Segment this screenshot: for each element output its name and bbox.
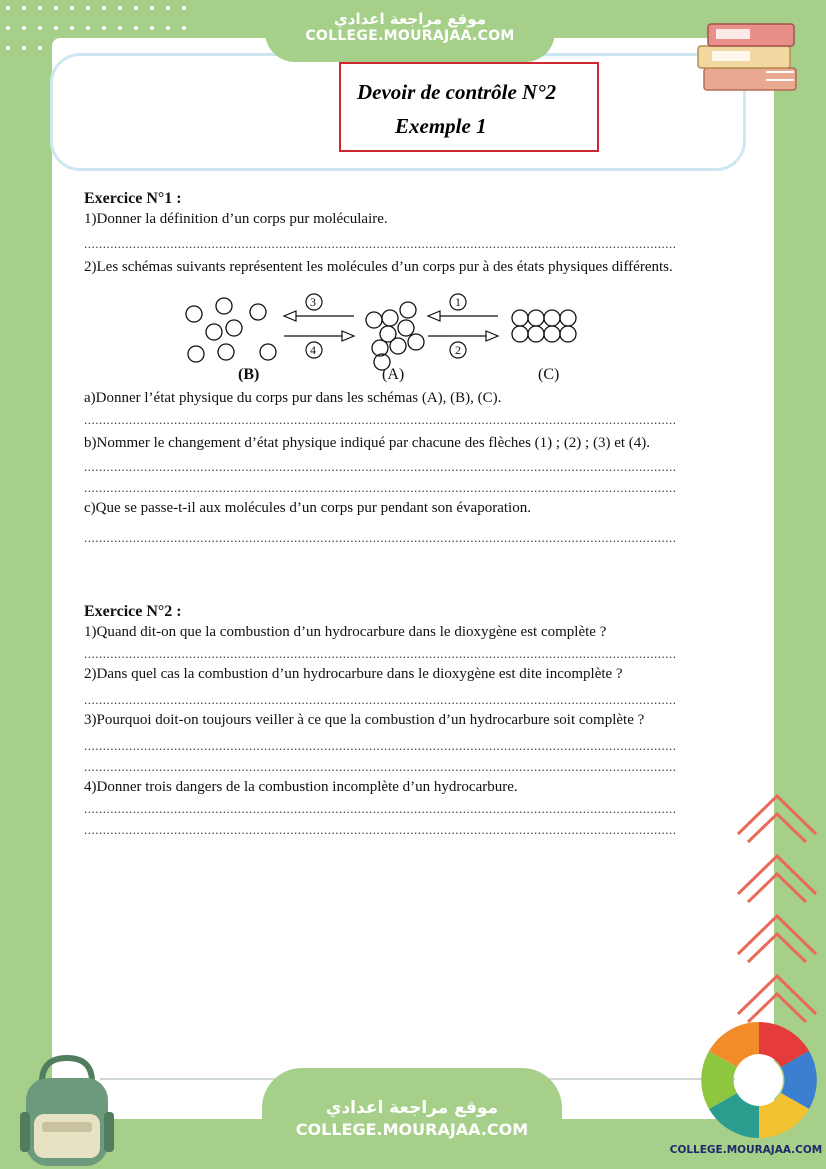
exercise1-heading: Exercice N°1 : <box>84 190 182 207</box>
exercise2-heading: Exercice N°2 : <box>84 603 182 620</box>
exam-title-box <box>339 62 599 152</box>
backpack-icon <box>12 1052 122 1169</box>
state-c-label: (C) <box>538 366 560 383</box>
arrow-4-label: 4 <box>310 343 316 357</box>
exercise1-question-b: b)Nommer le changement d’état physique indiqué par chacune des flèches (1) ; (2) ; (3) et (4). <box>84 435 651 451</box>
site-name-arabic-footer: موقع مراجعة اعدادي <box>325 1098 499 1118</box>
chevrons-decoration-icon <box>732 790 822 1040</box>
answer-line: .............................................................................................................................................................. <box>84 236 677 251</box>
answer-line: .............................................................................................................................................................. <box>84 759 677 774</box>
exercise2-question4: 4)Donner trois dangers de la combustion incomplète d’un hydrocarbure. <box>84 779 518 795</box>
answer-line: .............................................................................................................................................................. <box>84 801 677 816</box>
arrow-3-label: 3 <box>310 295 316 309</box>
answer-line: .............................................................................................................................................................. <box>84 738 677 753</box>
exam-subtitle: Exemple 1 <box>395 114 487 138</box>
answer-line: .............................................................................................................................................................. <box>84 646 677 661</box>
logo-text: COLLEGE.MOURAJAA.COM <box>669 1144 823 1156</box>
exercise1-question-c: c)Que se passe-t-il aux molécules d’un corps pur pendant son évaporation. <box>84 500 531 516</box>
site-url-footer[interactable]: COLLEGE.MOURAJAA.COM <box>295 1120 529 1139</box>
arrow-2-label: 2 <box>455 343 461 357</box>
subjects-wheel-logo-icon <box>694 1020 824 1140</box>
answer-line: .............................................................................................................................................................. <box>84 822 677 837</box>
answer-line: .............................................................................................................................................................. <box>84 530 677 545</box>
site-banner-top[interactable] <box>265 6 555 62</box>
site-url[interactable]: COLLEGE.MOURAJAA.COM <box>305 28 515 44</box>
exercise1-question1: 1)Donner la définition d’un corps pur moléculaire. <box>84 211 388 227</box>
site-name-arabic: موقع مراجعة اعدادي <box>334 10 486 28</box>
answer-line: .............................................................................................................................................................. <box>84 412 677 427</box>
exam-content <box>84 188 680 840</box>
exercise1-question-a: a)Donner l’état physique du corps pur dans les schémas (A), (B), (C). <box>84 390 502 406</box>
arrow-1-label: 1 <box>455 295 461 309</box>
exercise2-question2: 2)Dans quel cas la combustion d’un hydrocarbure dans le dioxygène est dite incomplète ? <box>84 666 623 682</box>
exam-title: Devoir de contrôle N°2 <box>357 80 557 104</box>
answer-line: .............................................................................................................................................................. <box>84 480 677 495</box>
books-icon <box>694 10 804 100</box>
state-b-label: (B) <box>238 366 260 383</box>
answer-line: .............................................................................................................................................................. <box>84 459 677 474</box>
site-banner-bottom[interactable] <box>262 1068 562 1169</box>
answer-line: .............................................................................................................................................................. <box>84 692 677 707</box>
exercise2-question3: 3)Pourquoi doit-on toujours veiller à ce que la combustion d’un hydrocarbure soit complète ? <box>84 712 645 728</box>
exercise2-question1: 1)Quand dit-on que la combustion d’un hydrocarbure dans le dioxygène est complète ? <box>84 624 607 640</box>
state-a-label: (A) <box>382 366 405 383</box>
exercise1-question2: 2)Les schémas suivants représentent les molécules d’un corps pur à des états physiques différents. <box>84 259 673 275</box>
molecule-diagram <box>84 278 680 386</box>
